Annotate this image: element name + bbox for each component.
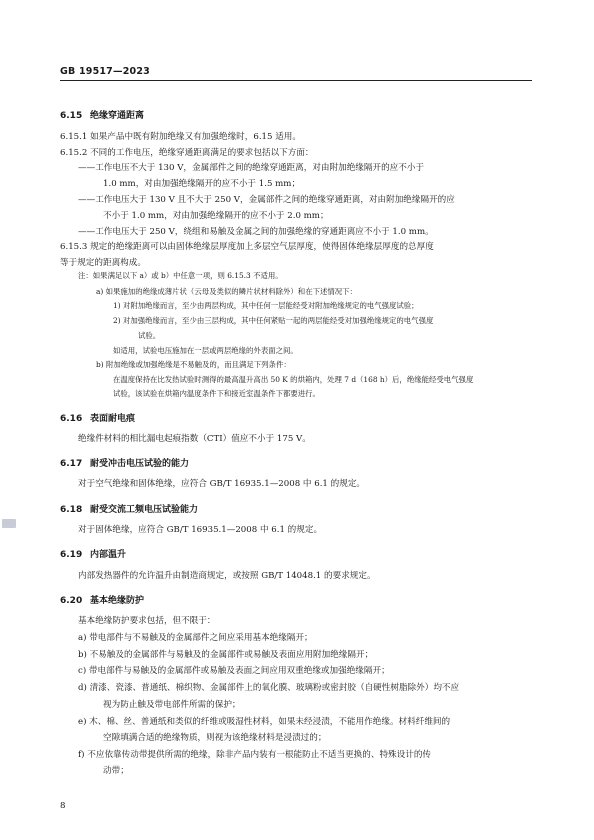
note-line: 2) 对加强绝缘而言，至少由三层构成，其中任何紧贴一起的两层能经受对加强绝缘规定的电气强度 (113, 316, 434, 325)
text-line: 空隙填满合适的绝缘物质，则视为该绝缘材料是浸渍过的； (103, 733, 327, 743)
text-line: b) 不易触及的金属部件与易触及的金属部件或易触及表面应用附加绝缘隔开； (78, 650, 374, 660)
text-line: 等于规定的距离构成。 (60, 258, 146, 268)
section-heading-6-19 (60, 547, 126, 560)
text-line: 6.15.3 规定的绝缘距离可以由固体绝缘层厚度加上多层空气层厚度，使得固体绝缘层厚度的总厚度 (60, 242, 434, 252)
note-line: 试验。 (138, 331, 161, 340)
header-rule (60, 80, 532, 81)
text-line: 动带； (103, 766, 129, 776)
section-number: 6.19 (60, 550, 83, 560)
text-line: 绝缘件材料的相比漏电起痕指数（CTI）值应不小于 175 V。 (78, 434, 311, 444)
text-line: 内部发热器件的允许温升由制造商规定，或按照 GB/T 14048.1 的要求规定。 (78, 571, 376, 581)
text-line: 视为防止触及带电部件所需的保护； (103, 700, 241, 710)
section-number: 6.15 (60, 111, 83, 121)
note-line: 1) 对附加绝缘而言，至少由两层构成，其中任何一层能经受对附加绝缘规定的电气强度试验； (113, 301, 419, 310)
section-heading-6-17 (60, 456, 189, 469)
note-line: 注：如果满足以下 a）或 b）中任意一项，则 6.15.3 不适用。 (78, 271, 283, 280)
section-heading-6-18 (60, 502, 198, 515)
section-title: 表面耐电痕 (90, 414, 136, 424)
section-title: 耐受冲击电压试验的能力 (90, 459, 190, 469)
section-number: 6.16 (60, 414, 83, 424)
text-line: f) 不应依靠传动带提供所需的绝缘，除非产品内装有一根能防止不适当更换的、特殊设计的传 (78, 750, 432, 760)
text-line: ——工作电压大于 250 V，绕组和易触及金属之间的加强绝缘的穿通距离应不小于 1.0 mm。 (78, 227, 434, 237)
text-line: ——工作电压大于 130 V 且不大于 250 V，金属部件之间的绝缘穿通距离，对由附加绝缘隔开的应 (78, 195, 455, 205)
text-line: 6.15.1 如果产品中既有附加绝缘又有加强绝缘时，6.15 适用。 (60, 132, 301, 142)
text-line: ——工作电压不大于 130 V，金属部件之间的绝缘穿通距离，对由附加绝缘隔开的应不小于 (78, 163, 425, 173)
standard-code-header: GB 19517—2023 (60, 66, 150, 77)
text-line: 基本绝缘防护要求包括，但不限于： (78, 616, 216, 626)
text-line: d) 清漆、瓷漆、普通纸、棉织物、金属部件上的氧化膜、玻璃粉或密封胶（自硬性树脂除外）均不应 (78, 683, 460, 693)
text-line: 1.0 mm，对由加强绝缘隔开的应不小于 1.5 mm； (103, 179, 301, 189)
text-line: 对于固体绝缘，应符合 GB/T 16935.1—2008 中 6.1 的规定。 (78, 525, 323, 535)
text-line: a) 带电部件与不易触及的金属部件之间应采用基本绝缘隔开； (78, 633, 313, 643)
section-heading-6-16 (60, 411, 135, 424)
text-line: 对于空气绝缘和固体绝缘，应符合 GB/T 16935.1—2008 中 6.1 的规定。 (78, 479, 366, 489)
section-number: 6.20 (60, 596, 83, 606)
side-margin-mark (2, 519, 16, 528)
text-line: 6.15.2 不同的工作电压，绝缘穿通距离满足的要求包括以下方面： (60, 148, 314, 158)
page-number: 8 (60, 801, 66, 811)
note-line: 在温度保持在比发热试验时测得的最高温升高出 50 K 的烘箱内，处理 7 d（168 h）后，绝缘能经受电气强度 (113, 375, 474, 384)
note-line: 试验，该试验在烘箱内温度条件下和接近室温条件下都要进行。 (113, 389, 320, 398)
section-title: 内部温升 (90, 550, 127, 560)
text-line: c) 带电部件与易触及的金属部件或易触及表面之间应用双重绝缘或加强绝缘隔开； (78, 666, 390, 676)
note-line: a) 如果施加的绝缘成薄片状（云母及类似的鳞片状材料除外）和在下述情况下： (96, 287, 357, 296)
section-heading-6-15 (60, 108, 144, 121)
note-line: 如适用，试验电压施加在一层或两层绝缘的外表面之间。 (113, 346, 298, 355)
section-number: 6.17 (60, 459, 83, 469)
note-line: b) 附加绝缘或加强绝缘是不易触及的，而且满足下列条件： (96, 360, 291, 369)
section-title: 绝缘穿通距离 (90, 111, 145, 121)
text-line: 不小于 1.0 mm，对由加强绝缘隔开的应不小于 2.0 mm； (103, 211, 329, 221)
section-number: 6.18 (60, 505, 83, 515)
section-title: 基本绝缘防护 (90, 596, 145, 606)
text-line: e) 木、棉、丝、普通纸和类似的纤维或吸湿性材料，如果未经浸渍，不能用作绝缘。材料纤维间的 (78, 717, 451, 727)
section-title: 耐受交流工频电压试验能力 (90, 505, 199, 515)
section-heading-6-20 (60, 593, 144, 606)
